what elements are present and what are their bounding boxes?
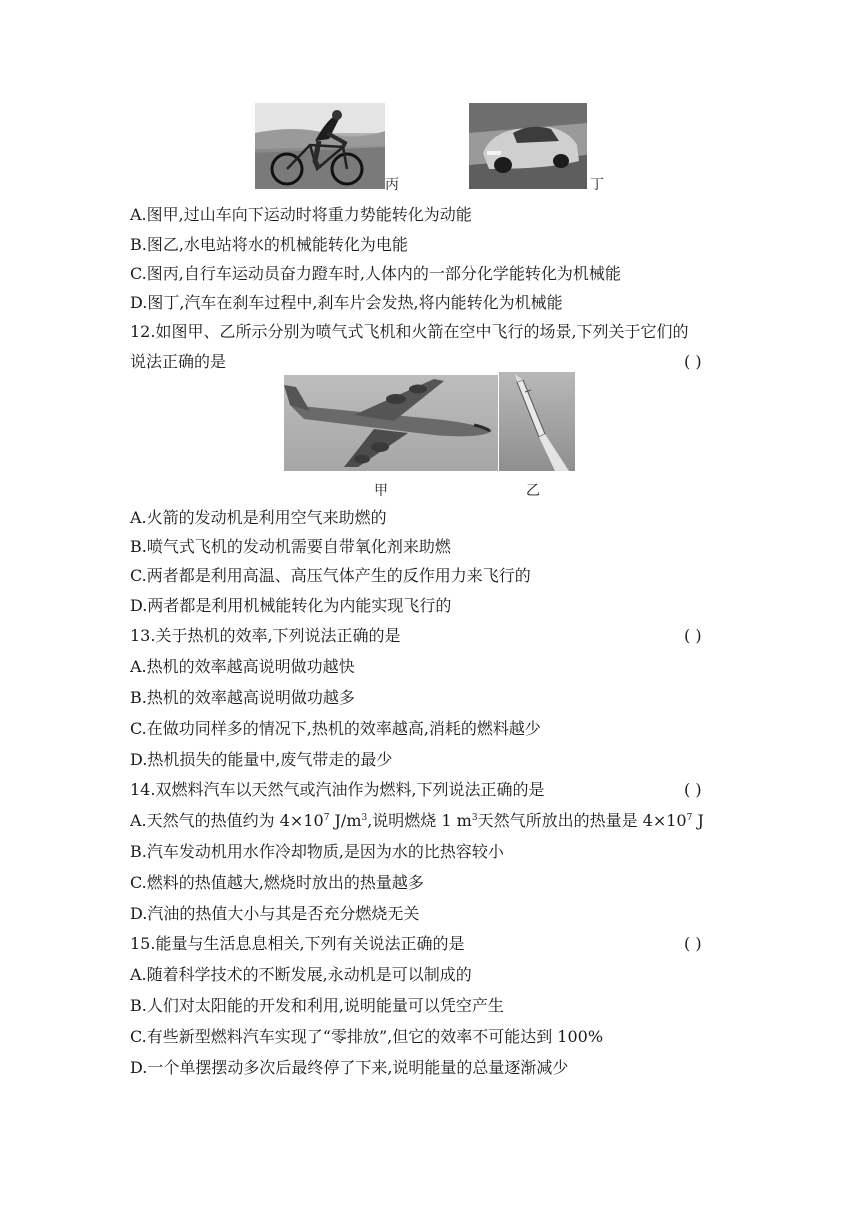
figure-label-jia: 甲	[374, 483, 388, 499]
q14-option-a	[130, 811, 704, 831]
q11-option-a: A.图甲,过山车向下运动时将重力势能转化为动能	[130, 205, 472, 224]
q14-a-part5: J	[692, 811, 704, 830]
q13-option-d: D.热机损失的能量中,废气带走的最少	[130, 750, 393, 769]
q12-answer-bracket: ( )	[684, 352, 702, 371]
q14-option-b: B.汽车发动机用水作冷却物质,是因为水的比热容较小	[130, 842, 504, 861]
q13-option-a: A.热机的效率越高说明做功越快	[130, 657, 355, 676]
q14-a-exp3: 3	[471, 813, 478, 823]
q14-option-d: D.汽油的热值大小与其是否充分燃烧无关	[130, 904, 420, 923]
q14-stem: 14.双燃料汽车以天然气或汽油作为燃料,下列说法正确的是	[130, 780, 545, 799]
q13-option-c: C.在做功同样多的情况下,热机的效率越高,消耗的燃料越少	[130, 719, 541, 738]
q15-answer-bracket: ( )	[684, 934, 702, 953]
q11-option-c: C.图丙,自行车运动员奋力蹬车时,人体内的一部分化学能转化为机械能	[130, 264, 621, 283]
figure-label-ding: 丁	[590, 177, 604, 193]
car-photo	[469, 103, 587, 189]
cyclist-photo	[255, 103, 385, 189]
q14-a-exp4: 7	[686, 813, 693, 823]
q11-option-d: D.图丁,汽车在刹车过程中,刹车片会发热,将内能转化为机械能	[130, 293, 563, 312]
q12-option-c: C.两者都是利用高温、高压气体产生的反作用力来飞行的	[130, 566, 531, 585]
q15-stem: 15.能量与生活息息相关,下列有关说法正确的是	[130, 934, 465, 953]
q12-option-a: A.火箭的发动机是利用空气来助燃的	[130, 508, 387, 527]
q15-option-a: A.随着科学技术的不断发展,永动机是可以制成的	[130, 965, 472, 984]
figure-label-yi: 乙	[526, 483, 540, 499]
q14-a-part4: 天然气所放出的热量是 4×10	[477, 811, 687, 830]
rocket-photo	[499, 372, 575, 471]
q14-option-c: C.燃料的热值越大,燃烧时放出的热量越多	[130, 873, 424, 892]
q14-a-part2: J/m	[329, 811, 362, 830]
q13-answer-bracket: ( )	[684, 626, 702, 645]
q14-a-part1: A.天然气的热值约为 4×10	[130, 811, 324, 830]
jet-airplane-photo	[284, 375, 498, 471]
q14-a-exp2: 3	[361, 813, 368, 823]
q15-option-b: B.人们对太阳能的开发和利用,说明能量可以凭空产生	[130, 996, 504, 1015]
q13-option-b: B.热机的效率越高说明做功越多	[130, 688, 355, 707]
q15-option-c: C.有些新型燃料汽车实现了“零排放”,但它的效率不可能达到 100%	[130, 1027, 604, 1046]
q12-stem-line1: 12.如图甲、乙所示分别为喷气式飞机和火箭在空中飞行的场景,下列关于它们的	[130, 322, 689, 341]
q13-stem: 13.关于热机的效率,下列说法正确的是	[130, 626, 401, 645]
q14-a-exp1: 7	[323, 813, 330, 823]
q12-option-d: D.两者都是利用机械能转化为内能实现飞行的	[130, 596, 452, 615]
q14-answer-bracket: ( )	[684, 780, 702, 799]
q14-a-part3: ,说明燃烧 1 m	[367, 811, 472, 830]
figure-label-bing: 丙	[385, 177, 399, 193]
q12-option-b: B.喷气式飞机的发动机需要自带氧化剂来助燃	[130, 537, 451, 556]
q12-stem-line2: 说法正确的是	[130, 352, 227, 371]
q15-option-d: D.一个单摆摆动多次后最终停了下来,说明能量的总量逐渐减少	[130, 1058, 569, 1077]
q11-option-b: B.图乙,水电站将水的机械能转化为电能	[130, 235, 408, 254]
